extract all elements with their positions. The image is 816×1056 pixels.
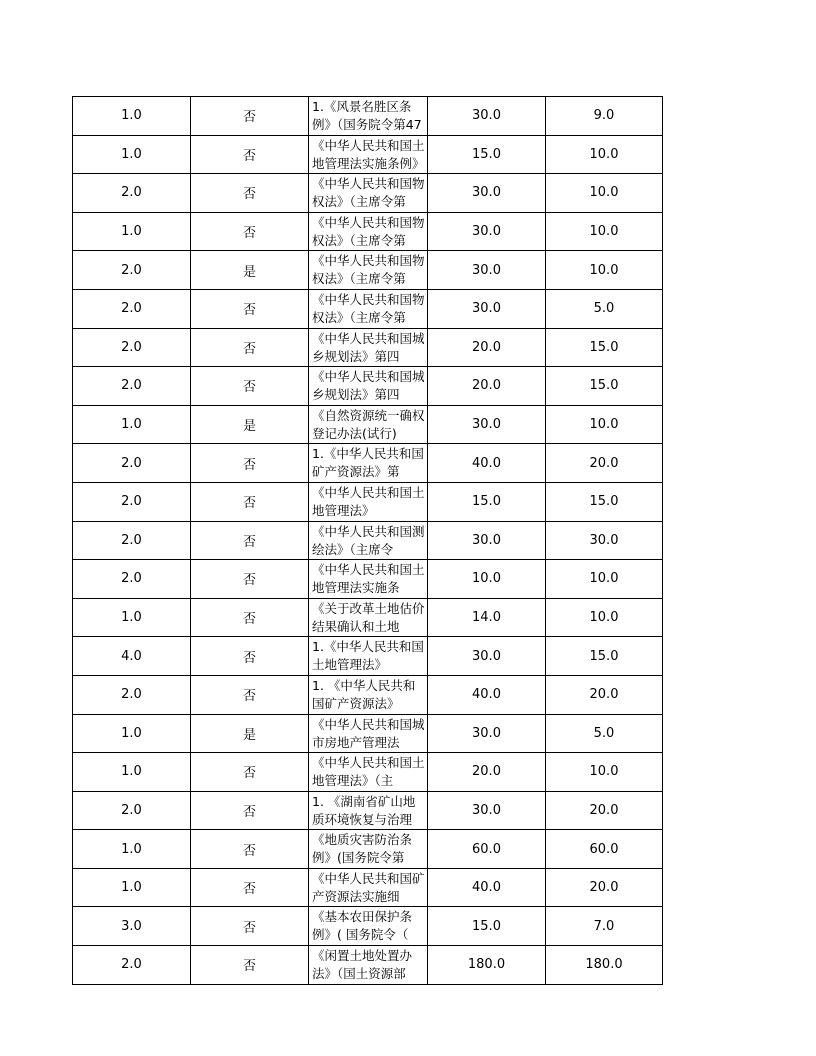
legal-basis-text: 《中华人民共和国物权法》（主席令第 xyxy=(312,214,425,248)
yes-no-cell: 否 xyxy=(191,367,309,406)
yes-no-cell: 否 xyxy=(191,598,309,637)
quantity-cell: 4.0 xyxy=(73,637,191,676)
table-row xyxy=(73,907,663,946)
legal-basis-cell xyxy=(309,907,428,946)
table-row xyxy=(73,637,663,676)
legal-basis-text: 《中华人民共和国土地管理法实施条 xyxy=(312,562,425,596)
amount-cell: 40.0 xyxy=(428,444,546,483)
legal-basis-text: 《中华人民共和国物权法》（主席令第 xyxy=(312,176,425,210)
amount2-cell: 7.0 xyxy=(546,907,663,946)
amount2-cell: 20.0 xyxy=(546,868,663,907)
amount-cell: 15.0 xyxy=(428,907,546,946)
amount2-cell: 10.0 xyxy=(546,212,663,251)
amount2-cell: 5.0 xyxy=(546,289,663,328)
amount-cell: 10.0 xyxy=(428,560,546,599)
table-row xyxy=(73,135,663,174)
yes-no-cell: 否 xyxy=(191,675,309,714)
quantity-cell: 1.0 xyxy=(73,135,191,174)
table-row xyxy=(73,753,663,792)
legal-basis-cell xyxy=(309,367,428,406)
legal-basis-text: 《中华人民共和国土地管理法》（主 xyxy=(312,755,425,789)
amount-cell: 30.0 xyxy=(428,714,546,753)
legal-basis-cell xyxy=(309,791,428,830)
amount-cell: 40.0 xyxy=(428,675,546,714)
legal-basis-text: 《地质灾害防治条例》(国务院令第 xyxy=(312,832,413,866)
legal-basis-text: 1.《风景名胜区条例》（国务院令第47 xyxy=(312,99,422,132)
yes-no-cell: 否 xyxy=(191,97,309,136)
amount-cell: 30.0 xyxy=(428,791,546,830)
legal-basis-text: 《中华人民共和国城市房地产管理法 xyxy=(312,716,425,750)
quantity-cell: 1.0 xyxy=(73,212,191,251)
yes-no-cell: 否 xyxy=(191,444,309,483)
table-row xyxy=(73,868,663,907)
quantity-cell: 1.0 xyxy=(73,598,191,637)
legal-basis-text: 1. 《中华人民共和国矿产资源法》 xyxy=(312,677,416,711)
amount2-cell: 5.0 xyxy=(546,714,663,753)
legal-basis-text: 《中华人民共和国土地管理法》 xyxy=(312,484,425,518)
legal-basis-text: 《基本农田保护条例》( 国务院令（ xyxy=(312,909,413,943)
quantity-cell: 2.0 xyxy=(73,560,191,599)
amount-cell: 40.0 xyxy=(428,868,546,907)
legal-basis-text: 《闲置土地处置办法》（国土资源部 xyxy=(312,948,413,982)
table-row xyxy=(73,405,663,444)
amount2-cell: 30.0 xyxy=(546,521,663,560)
amount2-cell: 10.0 xyxy=(546,251,663,290)
legal-basis-cell xyxy=(309,97,428,136)
yes-no-cell: 否 xyxy=(191,328,309,367)
quantity-cell: 3.0 xyxy=(73,907,191,946)
quantity-cell: 2.0 xyxy=(73,289,191,328)
yes-no-cell: 否 xyxy=(191,637,309,676)
yes-no-cell: 否 xyxy=(191,482,309,521)
legal-basis-text: 《中华人民共和国城乡规划法》第四 xyxy=(312,330,425,364)
amount-cell: 30.0 xyxy=(428,174,546,213)
yes-no-cell: 是 xyxy=(191,251,309,290)
legal-basis-cell xyxy=(309,444,428,483)
yes-no-cell: 是 xyxy=(191,714,309,753)
amount2-cell: 10.0 xyxy=(546,753,663,792)
legal-basis-text: 《中华人民共和国土地管理法实施条例》 xyxy=(312,137,425,171)
table-row xyxy=(73,444,663,483)
amount2-cell: 10.0 xyxy=(546,598,663,637)
quantity-cell: 1.0 xyxy=(73,714,191,753)
table-row xyxy=(73,560,663,599)
legal-basis-text: 《中华人民共和国矿产资源法实施细 xyxy=(312,870,425,904)
yes-no-cell: 否 xyxy=(191,521,309,560)
amount-cell: 15.0 xyxy=(428,482,546,521)
yes-no-cell: 否 xyxy=(191,560,309,599)
legal-basis-text: 《中华人民共和国物权法》（主席令第 xyxy=(312,291,425,325)
legal-basis-cell xyxy=(309,251,428,290)
yes-no-cell: 否 xyxy=(191,907,309,946)
table-row xyxy=(73,791,663,830)
amount-cell: 20.0 xyxy=(428,367,546,406)
yes-no-cell: 否 xyxy=(191,830,309,869)
amount-cell: 30.0 xyxy=(428,521,546,560)
legal-basis-cell xyxy=(309,405,428,444)
yes-no-cell: 否 xyxy=(191,868,309,907)
quantity-cell: 2.0 xyxy=(73,328,191,367)
amount-cell: 180.0 xyxy=(428,946,546,985)
legal-basis-cell xyxy=(309,637,428,676)
table-row xyxy=(73,212,663,251)
amount-cell: 20.0 xyxy=(428,328,546,367)
table-row xyxy=(73,174,663,213)
table-row xyxy=(73,251,663,290)
amount-cell: 30.0 xyxy=(428,405,546,444)
table-row xyxy=(73,328,663,367)
amount-cell: 15.0 xyxy=(428,135,546,174)
amount2-cell: 180.0 xyxy=(546,946,663,985)
legal-basis-cell xyxy=(309,830,428,869)
table-row xyxy=(73,830,663,869)
amount2-cell: 10.0 xyxy=(546,560,663,599)
legal-basis-text: 《中华人民共和国物权法》（主席令第 xyxy=(312,253,425,287)
legal-basis-text: 1.《中华人民共和国土地管理法》 xyxy=(312,639,424,673)
amount-cell: 30.0 xyxy=(428,97,546,136)
table-body xyxy=(73,97,663,985)
amount2-cell: 10.0 xyxy=(546,405,663,444)
quantity-cell: 1.0 xyxy=(73,830,191,869)
amount2-cell: 20.0 xyxy=(546,791,663,830)
amount2-cell: 60.0 xyxy=(546,830,663,869)
quantity-cell: 2.0 xyxy=(73,174,191,213)
legal-basis-text: 《自然资源统一确权登记办法(试行) xyxy=(312,407,425,441)
quantity-cell: 2.0 xyxy=(73,675,191,714)
legal-basis-cell xyxy=(309,753,428,792)
legal-basis-cell xyxy=(309,598,428,637)
legal-basis-text: 1. 《湖南省矿山地质环境恢复与治理 xyxy=(312,793,416,827)
yes-no-cell: 否 xyxy=(191,135,309,174)
table-row xyxy=(73,367,663,406)
amount-cell: 14.0 xyxy=(428,598,546,637)
quantity-cell: 1.0 xyxy=(73,753,191,792)
legal-basis-cell xyxy=(309,560,428,599)
legal-basis-cell xyxy=(309,946,428,985)
legal-basis-text: 《关于改革土地估价结果确认和土地 xyxy=(312,600,425,634)
quantity-cell: 2.0 xyxy=(73,482,191,521)
legal-basis-cell xyxy=(309,174,428,213)
amount2-cell: 9.0 xyxy=(546,97,663,136)
quantity-cell: 2.0 xyxy=(73,791,191,830)
quantity-cell: 1.0 xyxy=(73,97,191,136)
amount-cell: 60.0 xyxy=(428,830,546,869)
quantity-cell: 1.0 xyxy=(73,405,191,444)
data-table xyxy=(72,96,663,985)
amount2-cell: 20.0 xyxy=(546,675,663,714)
legal-basis-cell xyxy=(309,868,428,907)
table-row xyxy=(73,946,663,985)
quantity-cell: 2.0 xyxy=(73,946,191,985)
yes-no-cell: 否 xyxy=(191,212,309,251)
legal-basis-text: 《中华人民共和国测绘法》（主席令 xyxy=(312,523,425,557)
amount2-cell: 15.0 xyxy=(546,637,663,676)
legal-basis-cell xyxy=(309,328,428,367)
amount2-cell: 15.0 xyxy=(546,328,663,367)
quantity-cell: 2.0 xyxy=(73,444,191,483)
quantity-cell: 2.0 xyxy=(73,251,191,290)
quantity-cell: 1.0 xyxy=(73,868,191,907)
table-row xyxy=(73,521,663,560)
table-row xyxy=(73,598,663,637)
legal-basis-cell xyxy=(309,289,428,328)
amount-cell: 30.0 xyxy=(428,289,546,328)
amount-cell: 30.0 xyxy=(428,251,546,290)
legal-basis-cell xyxy=(309,135,428,174)
yes-no-cell: 否 xyxy=(191,289,309,328)
table-row xyxy=(73,482,663,521)
legal-basis-text: 《中华人民共和国城乡规划法》第四 xyxy=(312,369,425,403)
legal-basis-cell xyxy=(309,675,428,714)
amount-cell: 30.0 xyxy=(428,212,546,251)
amount2-cell: 10.0 xyxy=(546,135,663,174)
table-row xyxy=(73,97,663,136)
amount2-cell: 10.0 xyxy=(546,174,663,213)
legal-basis-cell xyxy=(309,482,428,521)
legal-basis-cell xyxy=(309,212,428,251)
yes-no-cell: 否 xyxy=(191,753,309,792)
amount2-cell: 15.0 xyxy=(546,482,663,521)
amount-cell: 20.0 xyxy=(428,753,546,792)
table-row xyxy=(73,675,663,714)
table-row xyxy=(73,289,663,328)
table-row xyxy=(73,714,663,753)
legal-basis-text: 1.《中华人民共和国矿产资源法》第 xyxy=(312,446,424,480)
quantity-cell: 2.0 xyxy=(73,521,191,560)
yes-no-cell: 否 xyxy=(191,791,309,830)
yes-no-cell: 是 xyxy=(191,405,309,444)
yes-no-cell: 否 xyxy=(191,946,309,985)
amount2-cell: 15.0 xyxy=(546,367,663,406)
amount2-cell: 20.0 xyxy=(546,444,663,483)
legal-basis-cell xyxy=(309,521,428,560)
yes-no-cell: 否 xyxy=(191,174,309,213)
amount-cell: 30.0 xyxy=(428,637,546,676)
legal-basis-cell xyxy=(309,714,428,753)
quantity-cell: 2.0 xyxy=(73,367,191,406)
